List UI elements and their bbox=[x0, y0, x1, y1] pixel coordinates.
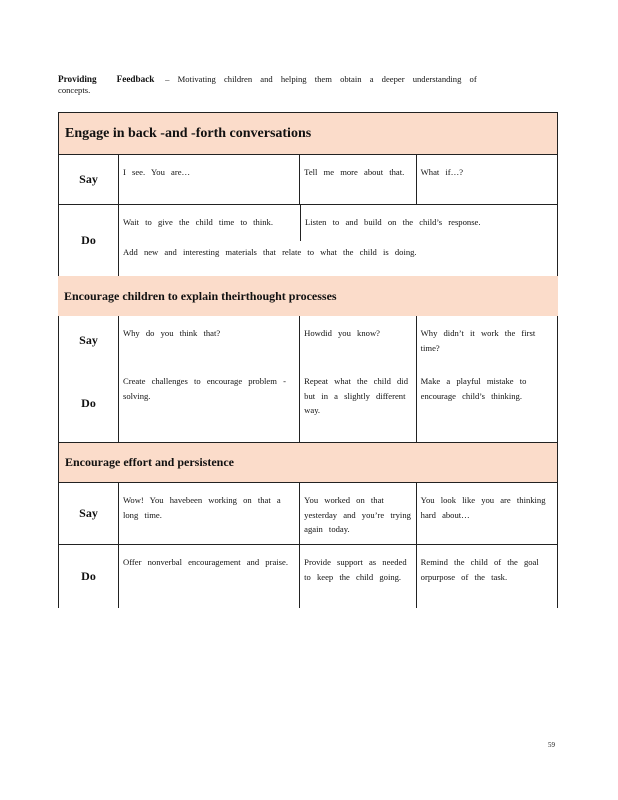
say-cell: Tell me more about that. bbox=[300, 155, 416, 204]
say-cell: I see. You are… bbox=[119, 155, 300, 204]
do-cell: Listen to and build on the child’s response. bbox=[305, 217, 481, 227]
do-cell: Remind the child of the goal orpurpose of the task. bbox=[420, 557, 539, 582]
intro-text-line2: concepts. bbox=[58, 85, 91, 95]
say-row-explain bbox=[58, 316, 558, 364]
do-row-effort bbox=[58, 544, 558, 608]
intro-title-feedback: Feedback bbox=[116, 74, 155, 84]
say-cell: Howdid you know? bbox=[300, 316, 416, 364]
say-cell: Wow! You havebeen working on that a long time. bbox=[119, 483, 300, 544]
do-label: Do bbox=[59, 364, 119, 442]
intro-text-line1: – Motivating children and helping them obtain a deeper understanding of bbox=[165, 74, 477, 84]
section-heading-effort: Encourage effort and persistence bbox=[58, 442, 558, 482]
do-cell: Make a playful mistake to encourage child’s thinking. bbox=[420, 376, 527, 401]
do-label: Do bbox=[59, 205, 119, 276]
say-row-effort bbox=[58, 482, 558, 544]
do-row-explain bbox=[58, 364, 558, 442]
say-label: Say bbox=[59, 316, 119, 364]
do-row-engage bbox=[58, 204, 558, 276]
say-label: Say bbox=[59, 155, 119, 204]
page-number: 59 bbox=[548, 741, 555, 749]
do-cell: Offer nonverbal encouragement and praise. bbox=[119, 545, 300, 608]
do-cell: Add new and interesting materials that relate to what the child is doing. bbox=[123, 247, 417, 257]
section-heading-engage: Engage in back -and -forth conversations bbox=[58, 112, 558, 154]
intro-paragraph bbox=[58, 74, 544, 96]
say-cell: You worked on that yesterday and you’re trying again today. bbox=[300, 483, 416, 544]
do-cell: Provide support as needed to keep the child going. bbox=[300, 545, 416, 608]
section-heading-explain: Encourage children to explain theirthought processes bbox=[58, 276, 558, 316]
say-row-engage bbox=[58, 154, 558, 204]
intro-title-providing: Providing bbox=[58, 74, 97, 84]
say-cell: Why do you think that? bbox=[119, 316, 300, 364]
say-cell: You look like you are thinking hard about… bbox=[420, 495, 546, 520]
do-cell: Wait to give the child time to think. bbox=[119, 205, 301, 241]
say-label: Say bbox=[59, 483, 119, 544]
say-cell: What if…? bbox=[420, 167, 464, 177]
say-cell: Why didn’t it work the first time? bbox=[420, 328, 536, 353]
do-cell: Repeat what the child did but in a slightly different way. bbox=[300, 364, 416, 442]
do-label: Do bbox=[59, 545, 119, 608]
do-cell: Create challenges to encourage problem -solving. bbox=[119, 364, 300, 442]
feedback-table bbox=[58, 112, 558, 608]
do-cells-engage bbox=[119, 205, 559, 276]
